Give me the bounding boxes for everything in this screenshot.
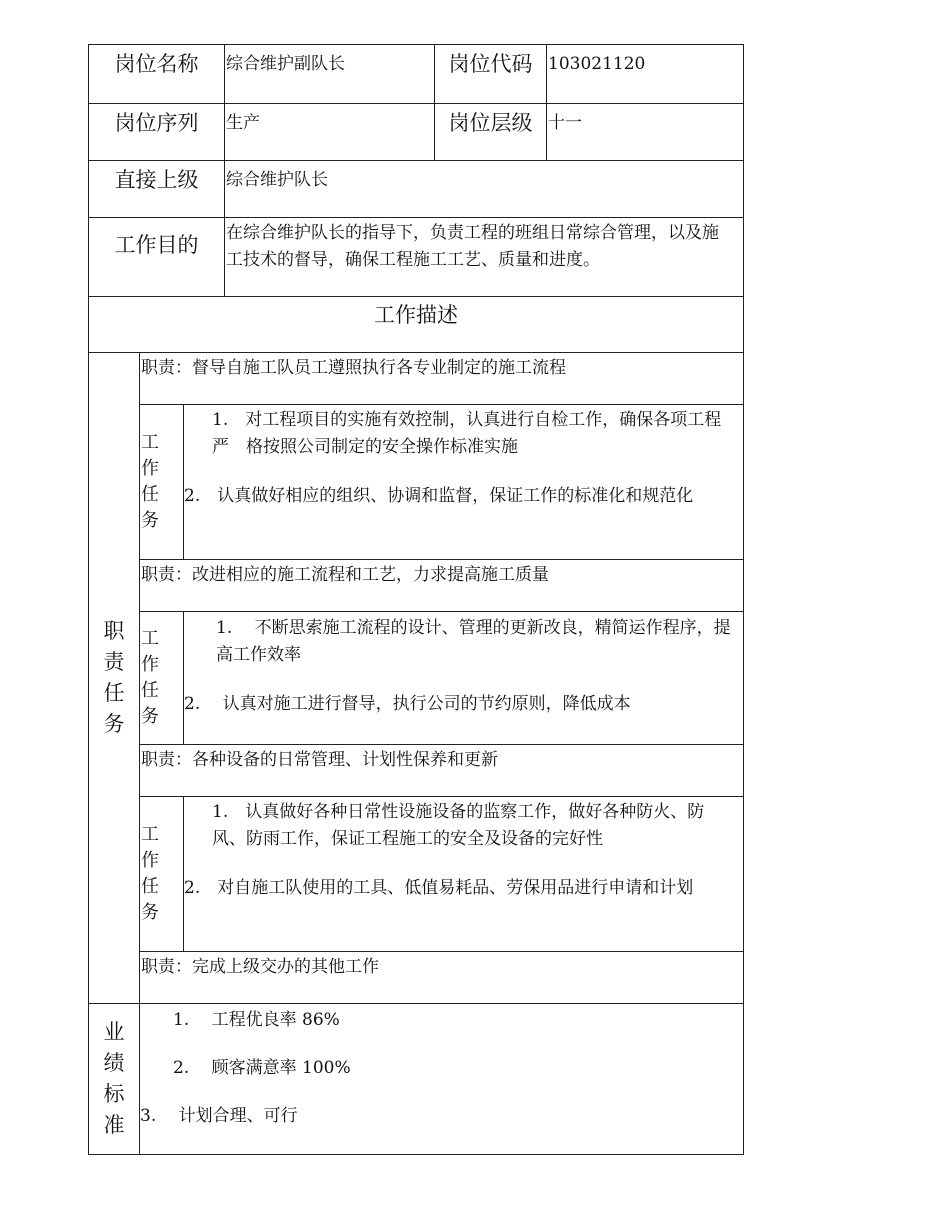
sequence-value: 生产: [225, 104, 435, 161]
row-purpose: [89, 218, 744, 297]
task-list: [184, 612, 744, 745]
supervisor-value: 综合维护队长: [225, 161, 744, 218]
task-label: 工 作 任 务: [140, 797, 184, 952]
duty-text: 职责：完成上级交办的其他工作: [140, 952, 744, 1004]
duty-row-1: [89, 353, 744, 405]
row-position-name: [89, 45, 744, 104]
task-item: 2. 对自施工队使用的工具、低值易耗品、劳保用品进行申请和计划: [184, 878, 694, 898]
row-work-description-title: [89, 297, 744, 353]
task-label: 工 作 任 务: [140, 612, 184, 745]
kpi-item: 1. 工程优良率 86%: [173, 1010, 340, 1030]
task-label: 工 作 任 务: [140, 405, 184, 560]
kpi-item: 2. 顾客满意率 100%: [173, 1058, 351, 1078]
kpi-item: 3. 计划合理、可行: [140, 1106, 298, 1126]
task-list: [184, 405, 744, 560]
task-item: 2. 认真做好相应的组织、协调和监督，保证工作的标准化和规范化: [184, 486, 694, 506]
task-row-1: [89, 405, 744, 560]
task-list: [184, 797, 744, 952]
purpose-label: 工作目的: [89, 218, 225, 297]
supervisor-label: 直接上级: [89, 161, 225, 218]
kpi-list: [140, 1004, 744, 1155]
duty-text: 职责：改进相应的施工流程和工艺，力求提高施工质量: [140, 560, 744, 612]
task-item: 1. 认真做好各种日常性设施设备的监察工作，做好各种防火、防风、防雨工作，保证工程施工的安全及设备的完好性: [212, 802, 705, 849]
row-sequence: [89, 104, 744, 161]
job-description-sheet: [88, 44, 743, 1155]
position-code-label: 岗位代码: [435, 45, 547, 104]
position-name-label: 岗位名称: [89, 45, 225, 104]
purpose-value: 在综合维护队长的指导下，负责工程的班组日常综合管理，以及施工技术的督导，确保工程施工工艺、质量和进度。: [225, 218, 744, 297]
duties-section-label: 职 责 任 务: [89, 353, 140, 1004]
duty-row-2: [89, 560, 744, 612]
duty-text: 职责：督导自施工队员工遵照执行各专业制定的施工流程: [140, 353, 744, 405]
job-description-table: [88, 44, 744, 1155]
level-value: 十一: [547, 104, 744, 161]
task-item: 1. 对工程项目的实施有效控制，认真进行自检工作，确保各项工程严 格按照公司制定的安全操作标准实施: [212, 410, 722, 457]
duty-row-4: [89, 952, 744, 1004]
level-label: 岗位层级: [435, 104, 547, 161]
sequence-label: 岗位序列: [89, 104, 225, 161]
kpi-row: [89, 1004, 744, 1155]
task-item: 1. 不断思索施工流程的设计、管理的更新改良，精简运作程序，提高工作效率: [216, 618, 731, 665]
task-item: 2. 认真对施工进行督导，执行公司的节约原则，降低成本: [184, 694, 631, 714]
position-code-value: 103021120: [547, 45, 744, 104]
duty-text: 职责：各种设备的日常管理、计划性保养和更新: [140, 745, 744, 797]
kpi-section-label: 业 绩 标 准: [89, 1004, 140, 1155]
duty-row-3: [89, 745, 744, 797]
row-supervisor: [89, 161, 744, 218]
work-description-title: 工作描述: [89, 297, 744, 353]
task-row-2: [89, 612, 744, 745]
task-row-3: [89, 797, 744, 952]
position-name-value: 综合维护副队长: [225, 45, 435, 104]
